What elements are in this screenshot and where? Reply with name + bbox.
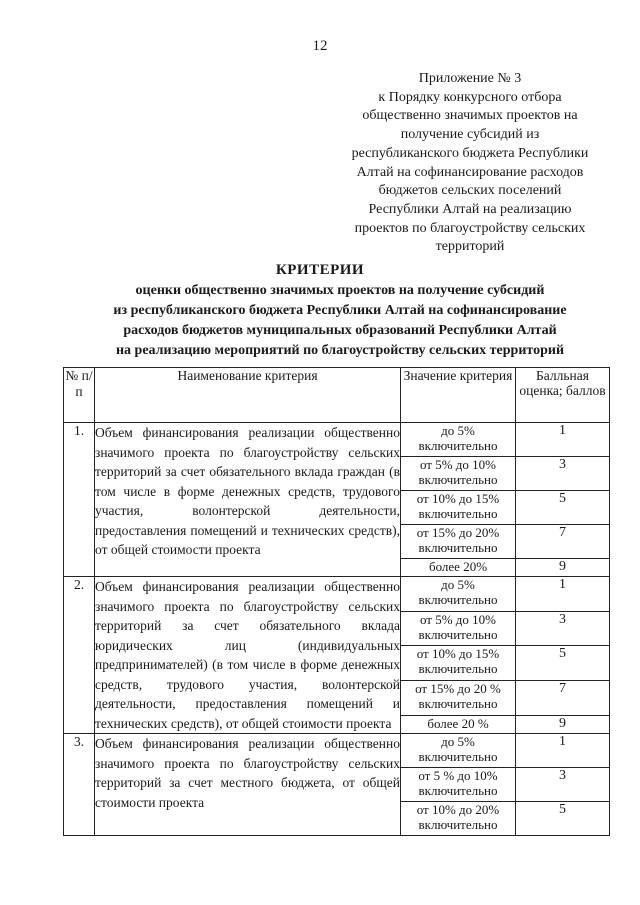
appendix-line: общественно значимых проектов на [362,108,578,124]
criterion-name: Объем финансирования реализации общественно значимого проекта по благоустройству сельских территорий за счет обязательного вклада граждан (в том числе в форме денежных средств, трудового участия, волонтерской деятельности, предоставления помещений и технических средств), от общей стоимости проекта [95,423,401,577]
criterion-value: от 5% до 10% включительно [401,457,516,491]
row-number: 3. [64,734,95,836]
criterion-value: от 5% до 10% включительно [401,611,516,646]
criterion-score: 1 [516,577,610,612]
criterion-value: более 20 % [401,715,516,733]
criterion-score: 3 [516,768,610,802]
criterion-score: 9 [516,715,610,733]
header-name: Наименование критерия [95,368,401,423]
appendix-line: бюджетов сельских поселений [378,183,562,199]
criterion-score: 3 [516,611,610,646]
criterion-score: 1 [516,423,610,457]
criterion-value: от 10% до 15% включительно [401,491,516,525]
criterion-value: от 5 % до 10% включительно [401,768,516,802]
criteria-table [63,367,610,836]
subtitle-line: на реализацию мероприятий по благоустройству сельских территорий [115,343,565,358]
table-row [64,734,610,768]
appendix-line: проектов по благоустройству сельских [354,220,586,236]
table-row [64,577,610,612]
criterion-score: 9 [516,559,610,577]
header-score: Балльная оценка; баллов [516,368,610,423]
criterion-score: 5 [516,646,610,681]
criterion-value: до 5% включительно [401,734,516,768]
criterion-value: от 15% до 20 % включительно [401,680,516,715]
criterion-value: от 10% до 20% включительно [401,802,516,836]
header-value: Значение критерия [401,368,516,423]
criterion-value: от 15% до 20% включительно [401,525,516,559]
criterion-score: 3 [516,457,610,491]
subtitle-line: оценки общественно значимых проектов на получение субсидий [135,283,545,298]
header-num: № п/п [64,368,95,423]
criterion-score: 7 [516,680,610,715]
criterion-score: 5 [516,802,610,836]
criterion-score: 7 [516,525,610,559]
criterion-value: до 5% включительно [401,577,516,612]
subtitle-line: расходов бюджетов муниципальных образований Республики Алтай [123,323,557,338]
appendix-line: получение субсидий из [400,127,540,143]
subtitle-line: из республиканского бюджета Республики Алтай на софинансирование [113,303,567,318]
document-subtitle [60,281,620,361]
criterion-value: до 5% включительно [401,423,516,457]
page-number: 12 [312,38,328,54]
criterion-value: более 20% [401,559,516,577]
criterion-score: 1 [516,734,610,768]
appendix-line: Республики Алтай на реализацию [368,201,572,217]
appendix-line: Алтай на софинансирование расходов [356,164,584,180]
appendix-line: к Порядку конкурсного отбора [378,89,562,105]
appendix-line: территорий [435,239,505,255]
criterion-score: 5 [516,491,610,525]
criterion-value: от 10% до 15% включительно [401,646,516,681]
criterion-name: Объем финансирования реализации общественно значимого проекта по благоустройству сельских территорий за счет местного бюджета, от общей стоимости проекта [95,734,401,836]
appendix-block [330,70,610,257]
row-number: 2. [64,577,95,734]
document-title: КРИТЕРИИ [275,262,365,278]
criterion-name: Объем финансирования реализации общественно значимого проекта по благоустройству сельских территорий за счет обязательного вклада юридических лиц (индивидуальных предпринимателей) (в том числе в форме денежных средств, трудового участия, волонтерской деятельности, предоставления помещений и технических средств), от общей стоимости проекта [95,577,401,734]
appendix-line: Приложение № 3 [418,71,522,86]
appendix-line: республиканского бюджета Республики [351,145,589,161]
table-header-row [64,368,610,423]
row-number: 1. [64,423,95,577]
table-row [64,423,610,457]
